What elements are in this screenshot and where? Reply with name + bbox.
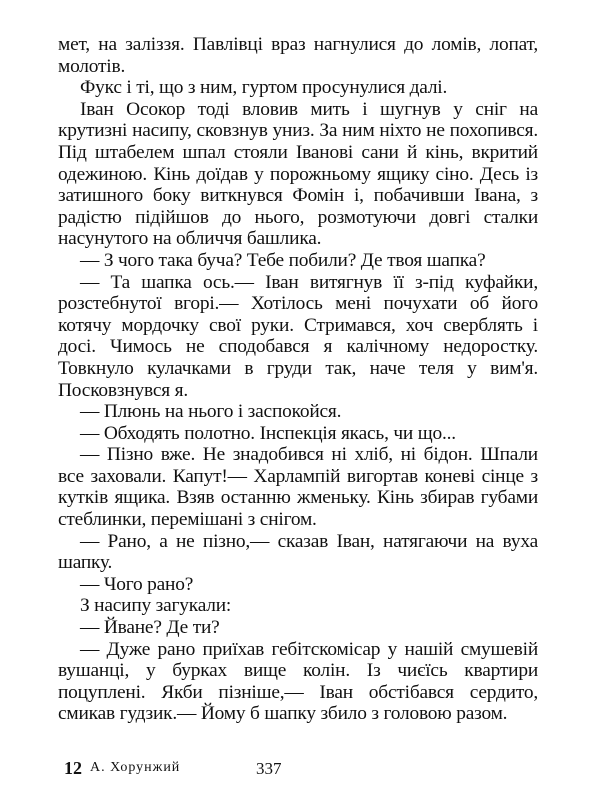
paragraph: — Йване? Де ти? [80,617,220,639]
page-number: 337 [256,759,282,778]
paragraph: Фукс і ті, що з ним, гуртом просунулися далі. [80,77,448,99]
paragraph: мет, на заліззя. Павлівці враз нагнулися до ломів, лопат, молотів. [58,34,538,77]
paragraph: З насипу загукали: [80,595,232,617]
paragraph: — З чого така буча? Тебе побили? Де твоя шапка? [80,249,486,271]
page-text [58,34,538,725]
paragraph: — Рано, а не пізно,— сказав Іван, натягаючи на вуха шапку. [58,530,538,574]
paragraph: — Чого рано? [80,573,194,595]
paragraph: — Дуже рано приїхав гебітскомісар у нашій смушевій вушанці, у бурках вище колін. Із чиєїсь квартири поцуплені. Якби пізніше,— Іван обстібався сердито, смикав гудзик.— Йому б шапку збило з головою разом. [58,638,538,725]
paragraph: Іван Осокор тоді вловив мить і шугнув у сніг на крутизні насипу, сковзнув униз. За ним ніхто не похопився. Під штабелем шпал стояли Іванові сани й кінь, вкритий одежиною. Кінь доїдав у порожньому ящику сіно. Десь із затишного боку виткнувся Фомін і, побачивши Івана, з радістю підійшов до нього, розмотуючи довгі сталки насунутого на обличчя башлика. [58,98,538,250]
author-name: А. Хорунжий [90,760,181,775]
paragraph: — Та шапка ось.— Іван витягнув її з-під куфайки, розстебнутої вгорі.— Хотілось мені почухати об його котячу мордочку свої руки. Стримався, хоч сверблять і досі. Чимось не сподобався я калічному недоростку. Товкнуло кулачками в груди так, наче теля у вим'я. Посковзнувся я. [58,271,538,401]
paragraph: — Пізно вже. Не знадобився ні хліб, ні бідон. Шпали все заховали. Капут!— Харлампій вигортав коневі сінце з кутків ящика. Взяв останню жменьку. Кінь збирав губами стеблинки, перемішані з снігом. [58,444,538,531]
paragraph: — Плюнь на нього і заспокойся. [80,401,342,423]
page-footer [64,758,384,782]
paragraph: — Обходять полотно. Інспекція якась, чи що... [80,422,456,444]
printer-signature: 12 [64,758,82,778]
